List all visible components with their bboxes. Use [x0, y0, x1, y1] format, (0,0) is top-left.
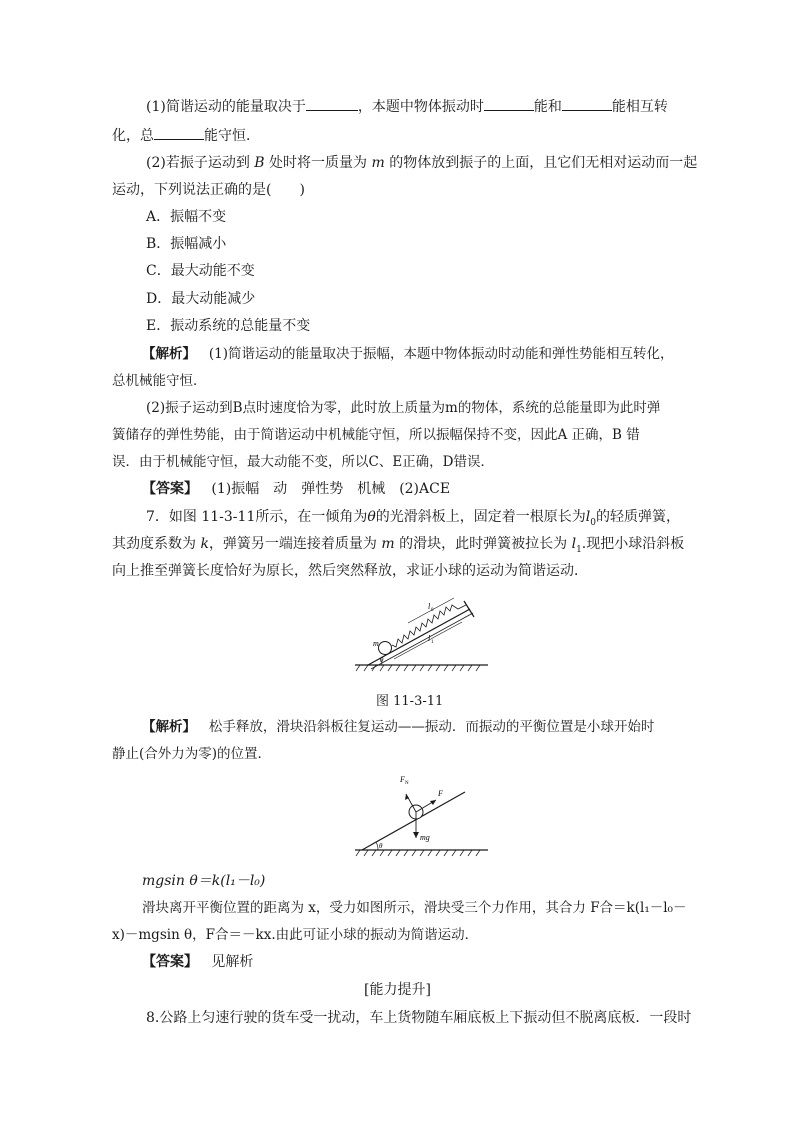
- q6-analysis-line3: (2)振子运动到B点时速度恰为零，此时放上质量为m的物体，系统的总能量即为此时弹: [146, 400, 661, 416]
- q8-line1: 8.公路上匀速行驶的货车受一扰动，车上货物随车厢底板上下振动但不脱离底板．一段时: [146, 1010, 692, 1026]
- figure-caption: 图 11-3-11: [376, 694, 444, 709]
- fig2-label-fn: F: [400, 775, 405, 784]
- q6-part1-line2: 化，总 能守恒．: [112, 125, 260, 145]
- q6-answer: 【答案】 (1)振幅 动 弹性势 机械 (2)ACE: [142, 481, 451, 497]
- q7-analysis-line4: x)－mgsin θ，F合＝－kx.由此可证小球的振动为简谐运动．: [112, 927, 479, 943]
- fig2-label-theta: θ: [379, 842, 383, 850]
- option-b: B．振幅减小: [146, 236, 227, 252]
- q7-analysis-line1: 【解析】 松手释放，滑块沿斜板往复运动——振动．而振动的平衡位置是小球开始时: [142, 719, 655, 735]
- q6-analysis-line1: 【解析】 (1)简谐运动的能量取决于振幅，本题中物体振动时动能和弹性势能相互转化，: [142, 346, 674, 362]
- option-a: A．振幅不变: [146, 209, 227, 225]
- section-title: [能力提升]: [364, 982, 431, 998]
- force-diagram: [350, 768, 490, 860]
- q6-analysis-line2: 总机械能守恒．: [112, 373, 207, 389]
- answer-blank[interactable]: [154, 125, 204, 140]
- q6-part2-line2: 运动，下列说法正确的是( ): [112, 182, 305, 198]
- answer-blank[interactable]: [484, 96, 534, 111]
- q6-analysis-line5: 误．由于机械能守恒，最大动能不变，所以C、E正确，D错误．: [112, 454, 495, 470]
- answer-blank[interactable]: [306, 96, 358, 111]
- q7-line2: 其劲度系数为 k，弹簧另一端连接着质量为 m 的滑块，此时弹簧被拉长为 $l_1$.现把小球沿斜板: [112, 536, 685, 555]
- fig1-label-l0-sub: 0: [431, 608, 434, 613]
- q7-answer: 【答案】 见解析: [142, 954, 254, 970]
- q7-analysis-line3: 滑块离开平衡位置的距离为 x，受力如图所示，滑块受三个力作用，其合力 F合＝k(l₁－l₀－: [142, 900, 687, 916]
- fig1-label-m: m: [373, 639, 379, 648]
- q6-part2-line1: (2)若振子运动到 B 处时将一质量为 m 的物体放到振子的上面，且它们无相对运动而一起: [146, 155, 698, 171]
- q6-part1-line1: (1)简谐运动的能量取决于 ，本题中物体振动时 能和 能相互转: [146, 96, 668, 116]
- option-c: C．最大动能不变: [146, 263, 255, 279]
- q7-equation: mgsin θ＝k(l₁－l₀): [142, 873, 266, 889]
- fig2-label-mg: mg: [420, 833, 430, 842]
- fig1-label-theta: θ: [380, 656, 384, 664]
- fig1-label-l1-sub: 1: [431, 640, 434, 645]
- fig2-label-f: F: [438, 789, 443, 798]
- figure-11-3-11: [350, 595, 490, 675]
- q7-line3: 向上推至弹簧长度恰好为原长，然后突然释放，求证小球的运动为简谐运动．: [112, 563, 588, 579]
- q7-analysis-line2: 静止(合外力为零)的位置．: [112, 746, 272, 762]
- option-e: E．振动系统的总能量不变: [146, 318, 311, 334]
- fig2-label-fn-sub: N: [405, 781, 409, 786]
- fig1-label-l0: l: [428, 602, 431, 611]
- q7-line1: 7．如图 11-3-11所示，在一倾角为θ的光滑斜板上，固定着一根原长为$l_0$的轻质弹簧，: [146, 509, 681, 528]
- answer-blank[interactable]: [562, 96, 612, 111]
- fig1-label-l1: l: [428, 634, 431, 643]
- q6-analysis-line4: 簧储存的弹性势能，由于简谐运动中机械能守恒，所以振幅保持不变，因此A 正确，B 错: [112, 427, 640, 443]
- option-d: D．最大动能减少: [146, 291, 256, 307]
